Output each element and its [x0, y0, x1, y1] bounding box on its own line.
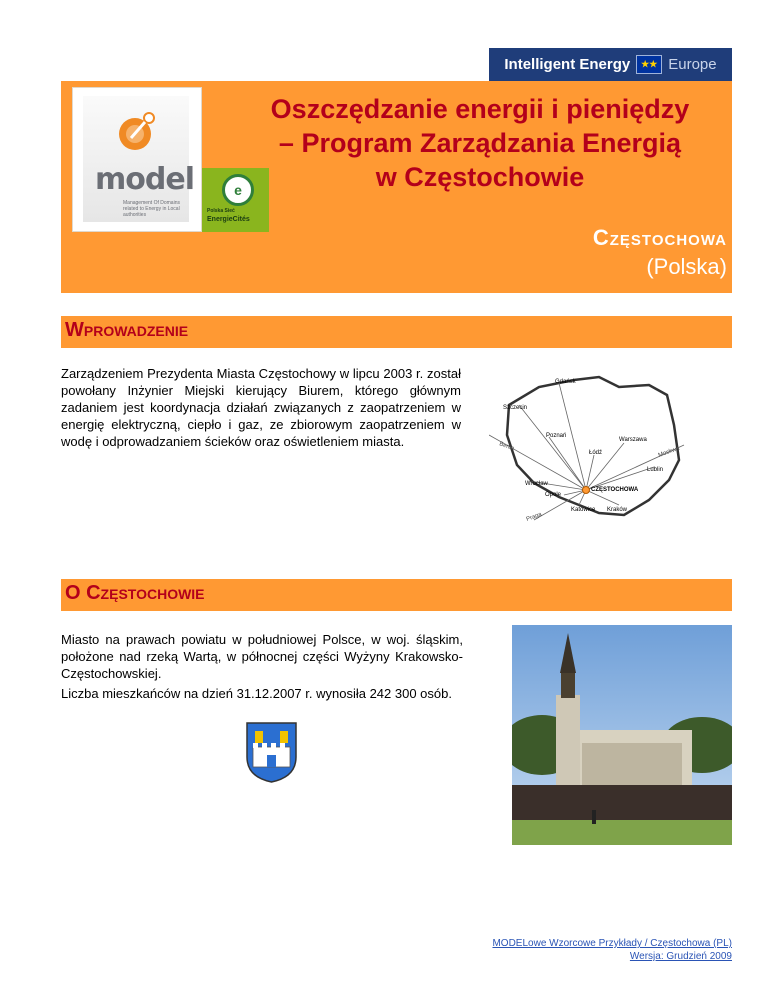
title-line-2: – Program Zarządzania Energią	[278, 128, 682, 158]
ec-logo-line2: EnergieCités	[207, 216, 250, 223]
map-arrow-praga: Praga	[525, 511, 543, 523]
city-name: Częstochowa	[592, 225, 727, 250]
coat-of-arms-icon	[245, 721, 298, 784]
intro-paragraph: Zarządzeniem Prezydenta Miasta Częstochowy w lipcu 2003 r. został powołany Inżynier Miejski kierujący Biurem, którego głównym zadaniem jest koordynacja działań związanych z zaopatrzeniem w energię elektryczną, ciepło i gaz, ze zbiorowym zaopatrzeniem w wodę i odprowadzaniem ścieków oraz oświetleniem miasta.	[61, 366, 461, 449]
about-paragraph-1: Miasto na prawach powiatu w południowej Polsce, w woj. śląskim, położone nad rzeką Wartą, w północnej części Wyżyny Krakowsko-Częstochowskiej.	[61, 632, 463, 681]
section-bar-intro	[61, 316, 732, 348]
eu-flag-icon: ★★	[636, 55, 662, 74]
model-logo-tagline: Management Of Domains related to Energy in Local authorities	[123, 200, 180, 218]
map-city-opole: Opole	[545, 492, 562, 498]
title-line-3: w Częstochowie	[375, 162, 585, 192]
title-line-1: Oszczędzanie energii i pieniędzy	[270, 94, 690, 124]
map-arrow-berlin: Berlin	[498, 441, 515, 453]
map-city-krakow: Kraków	[607, 507, 628, 513]
map-city-lodz: Łódź	[589, 450, 603, 456]
map-city-gdansk: Gdańsk	[555, 379, 576, 385]
map-city-lublin: Lublin	[647, 467, 664, 473]
map-city-poznan: Poznań	[546, 433, 567, 439]
country-name: (Polska)	[646, 254, 727, 279]
section-heading-about: O Częstochowie	[65, 582, 205, 604]
about-paragraph-2: Liczba mieszkańców na dzień 31.12.2007 r. wynosiła 242 300 osób.	[61, 686, 452, 701]
map-city-czestochowa: CZĘSTOCHOWA	[591, 487, 639, 493]
footer-link-version[interactable]: Wersja: Grudzień 2009	[629, 951, 732, 962]
ec-logo-line1: Polska Sieć	[207, 208, 235, 214]
map-city-warszawa: Warszawa	[619, 437, 647, 443]
map-city-wroclaw: Wrocław	[525, 481, 548, 487]
intelligent-energy-europe-logo	[489, 48, 732, 81]
section-bar-about	[61, 579, 732, 611]
footer-link-source[interactable]: MODELowe Wzorcowe Przykłady / Częstochowa (PL)	[492, 938, 732, 949]
model-logo-word: model	[95, 162, 194, 197]
model-logo	[72, 87, 202, 232]
energie-cites-circle-icon: e	[222, 174, 254, 206]
document-title	[230, 92, 730, 194]
map-city-szczecin: Szczecin	[503, 405, 528, 411]
map-city-katowice: Katowice	[571, 507, 596, 513]
jasna-gora-photo	[512, 625, 732, 845]
section-heading-intro: Wprowadzenie	[65, 319, 189, 341]
banner-brand: Intelligent Energy	[504, 56, 631, 73]
model-swirl-icon	[111, 108, 161, 158]
banner-region: Europe	[668, 56, 717, 73]
poland-map	[489, 365, 689, 525]
footer	[440, 937, 732, 963]
map-arrow-moskwa: Moskwa	[657, 445, 681, 459]
